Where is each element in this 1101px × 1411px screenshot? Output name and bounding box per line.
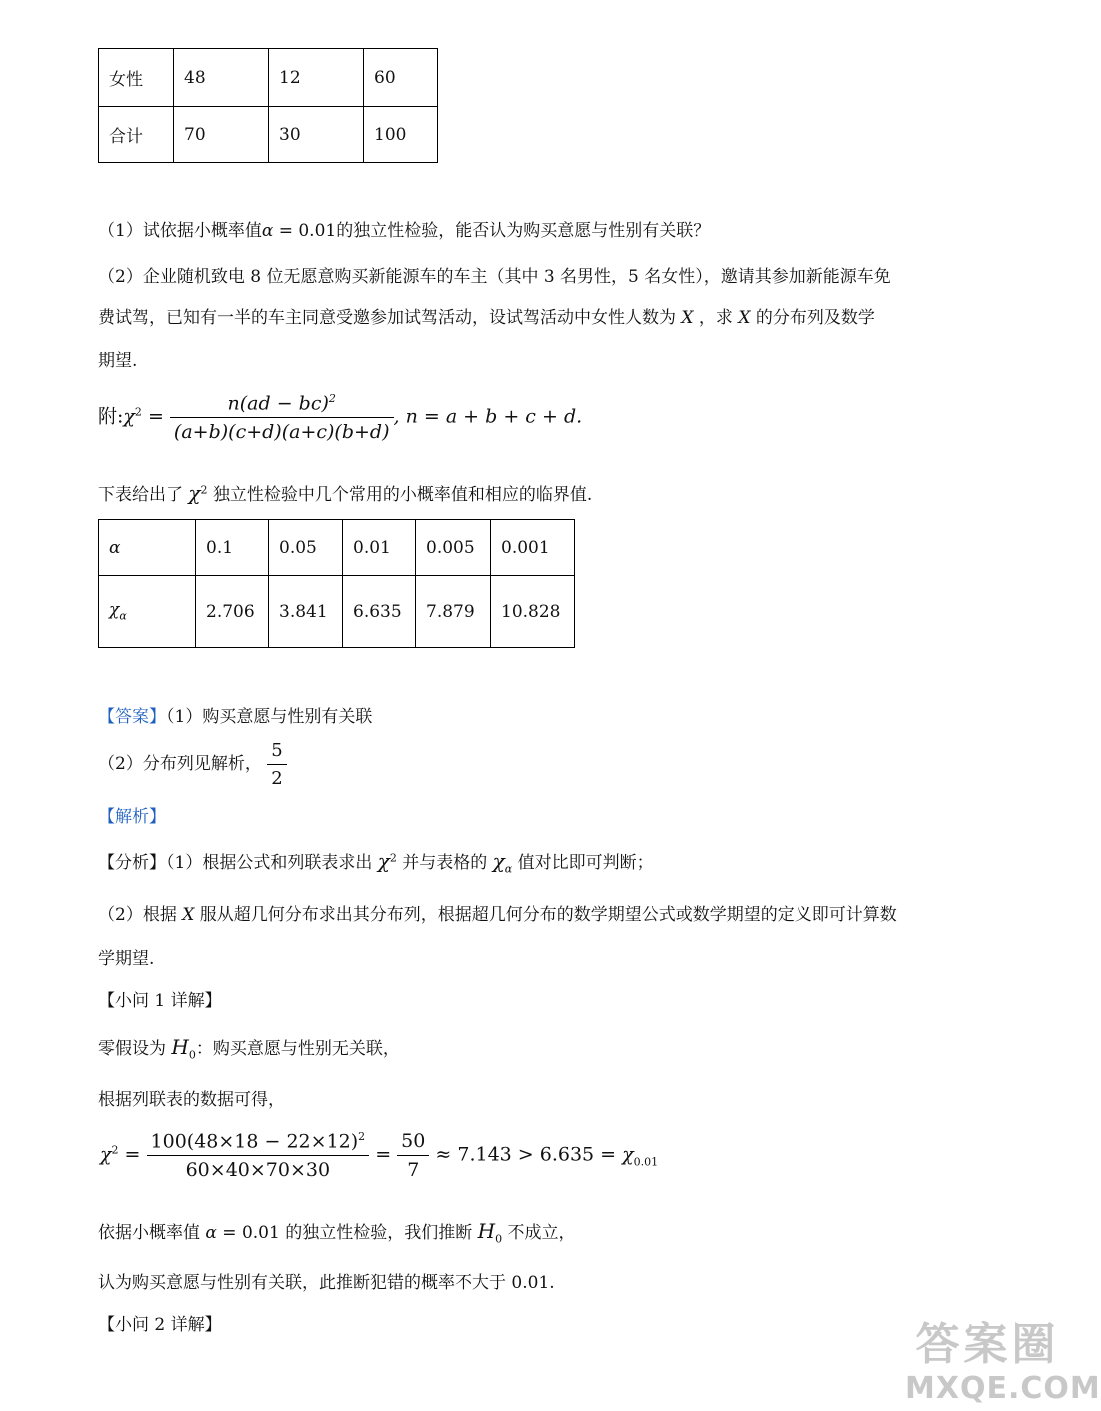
analysis-tag: 【解析】 [98, 807, 166, 827]
table-cell: 48 [174, 49, 269, 107]
contingency-table-fragment [98, 48, 438, 163]
part-1-title: 【小问 1 详解】 [98, 991, 222, 1011]
table-cell: 7.879 [416, 576, 491, 648]
chi-square-calculation: $\chi^2$ = $\frac{100(48\times 18 - 22\times 12)^2}{60\times 40\times 70\times 30}$ = $\frac{50}{7}$ ≈ $7.143 > 6.635 = \chi_{0.01}$ [100, 1130, 659, 1182]
conclusion-line-1: 依据小概率值 α = 0.01 的独立性检验，我们推断 $H_0$ 不成立， [98, 1219, 576, 1246]
table-cell: 2.706 [196, 576, 269, 648]
question-2-line-3: 期望. [98, 351, 138, 371]
fenxi-line-2: （2）根据 X 服从超几何分布求出其分布列，根据超几何分布的数学期望公式或数学期望的定义即可计算数 [98, 905, 897, 925]
answer-fraction: $\frac{5}{2}$ [267, 740, 286, 789]
conclusion-line-2: 认为购买意愿与性别有关联，此推断犯错的概率不大于 0.01. [98, 1273, 555, 1293]
chi-square-formula: 附$:\chi^2$ = $\frac{n(ad - bc)^2}{(a+b)(c+d)(a+c)(b+d)}$ , n = a + b + c + d. [98, 392, 583, 444]
formula-fraction: $\frac{n(ad - bc)^2}{(a+b)(c+d)(a+c)(b+d)}$ [170, 392, 394, 443]
table-cell: 6.635 [343, 576, 416, 648]
critical-value-table [98, 519, 575, 648]
answer-line-2: （2）分布列见解析， $\frac{5}{2}$ [98, 740, 287, 789]
table-cell: 10.828 [491, 576, 575, 648]
table-cell: 0.1 [196, 520, 269, 576]
fenxi-line-1: 【分析】（1）根据公式和列联表求出 $\chi^2$ 并与表格的 $\chi_\alpha$ 值对比即可判断； [98, 849, 654, 876]
table-cell: 0.01 [343, 520, 416, 576]
calc-intro: 根据列联表的数据可得， [98, 1090, 285, 1110]
table-row [99, 107, 438, 163]
table-cell: 0.005 [416, 520, 491, 576]
table-header-cell: α [99, 520, 196, 576]
watermark-logo: 答案圈 MXQE.COM [905, 1319, 1101, 1406]
table-row [99, 576, 575, 648]
table-cell: 12 [269, 49, 364, 107]
table-intro: 下表给出了 $\chi^2$ 独立性检验中几个常用的小概率值和相应的临界值. [98, 481, 593, 505]
table-cell: 30 [269, 107, 364, 163]
table-cell: 70 [174, 107, 269, 163]
table-cell: 60 [364, 49, 438, 107]
question-2-line-2: 费试驾，已知有一半的车主同意受邀参加试驾活动，设试驾活动中女性人数为 X ，求 X 的分布列及数学 [98, 308, 875, 328]
table-cell: 女性 [99, 49, 174, 107]
part-2-title: 【小问 2 详解】 [98, 1315, 222, 1335]
table-cell: 100 [364, 107, 438, 163]
table-cell: 3.841 [269, 576, 343, 648]
table-row [99, 520, 575, 576]
table-cell: 0.05 [269, 520, 343, 576]
answer-line-1: 【答案】（1）购买意愿与性别有关联 [98, 707, 373, 727]
table-cell: 0.001 [491, 520, 575, 576]
table-cell: 合计 [99, 107, 174, 163]
calc-fraction: $\frac{100(48\times 18 - 22\times 12)^2}{60\times 40\times 70\times 30}$ [147, 1130, 370, 1181]
null-hypothesis: 零假设为 $H_0$：购买意愿与性别无关联， [98, 1035, 400, 1062]
answer-tag: 【答案】 [98, 707, 166, 727]
table-header-cell: $\chi_\alpha$ [99, 576, 196, 648]
calc-result-fraction: $\frac{50}{7}$ [397, 1130, 429, 1181]
table-row [99, 49, 438, 107]
fenxi-line-3: 学期望. [98, 949, 155, 969]
question-2-line-1: （2）企业随机致电 8 位无愿意购买新能源车的车主（其中 3 名男性，5 名女性），邀请其参加新能源车免 [98, 267, 891, 287]
question-1: （1）试依据小概率值α = 0.01的独立性检验，能否认为购买意愿与性别有关联？ [98, 221, 711, 241]
